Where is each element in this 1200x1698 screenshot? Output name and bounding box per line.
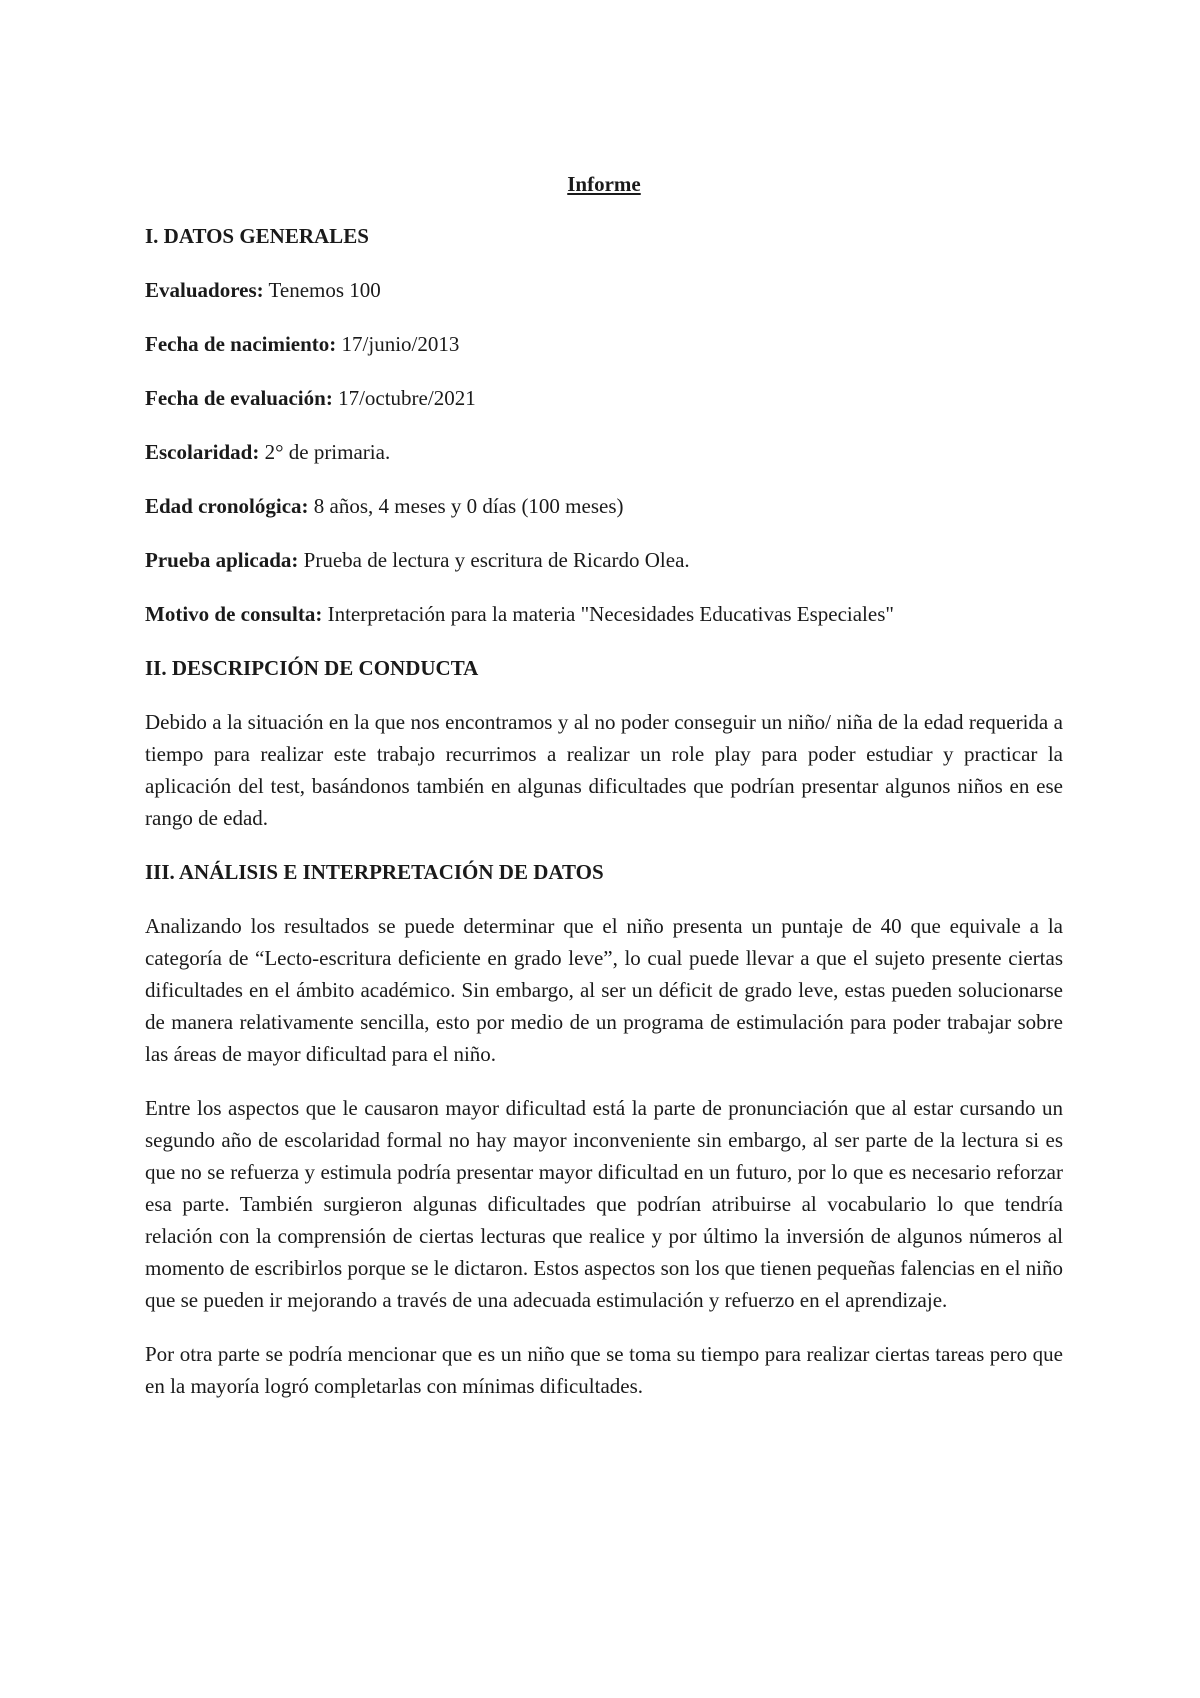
section-heading-analisis: III. ANÁLISIS E INTERPRETACIÓN DE DATOS [145, 860, 604, 884]
document-title: Informe [567, 172, 641, 196]
field-label: Prueba aplicada: [145, 548, 299, 572]
field-value: 2° de primaria. [264, 440, 391, 464]
field-value: Tenemos 100 [268, 278, 381, 302]
field-value: Prueba de lectura y escritura de Ricardo Olea. [303, 548, 690, 572]
field-label: Fecha de evaluación: [145, 386, 333, 410]
field-prueba-aplicada [145, 544, 1063, 576]
field-escolaridad [145, 436, 1063, 468]
paragraph-analisis-3: Por otra parte se podría mencionar que es un niño que se toma su tiempo para realizar ciertas tareas pero que en la mayoría logró completarlas con mínimas dificultades. [145, 1342, 1063, 1398]
field-label: Fecha de nacimiento: [145, 332, 337, 356]
section-heading-datos-generales: I. DATOS GENERALES [145, 224, 369, 248]
paragraph-descripcion: Debido a la situación en la que nos encontramos y al no poder conseguir un niño/ niña de la edad requerida a tiempo para realizar este trabajo recurrimos a realizar un role play para poder estudiar y practicar la aplicación del test, basándonos también en algunas dificultades que podrían presentar algunos niños en ese rango de edad. [145, 710, 1063, 830]
field-edad-cronologica [145, 490, 1063, 522]
field-value: 17/octubre/2021 [338, 386, 476, 410]
field-label: Escolaridad: [145, 440, 260, 464]
field-motivo-consulta [145, 598, 1063, 630]
field-label: Motivo de consulta: [145, 602, 323, 626]
field-label: Evaluadores: [145, 278, 264, 302]
field-evaluadores [145, 274, 1063, 306]
field-label: Edad cronológica: [145, 494, 309, 518]
paragraph-analisis-1: Analizando los resultados se puede determinar que el niño presenta un puntaje de 40 que equivale a la categoría de “Lecto-escritura deficiente en grado leve”, lo cual puede llevar a que el sujeto presente ciertas dificultades en el ámbito académico. Sin embargo, al ser un déficit de grado leve, estas pueden solucionarse de manera relativamente sencilla, esto por medio de un programa de estimulación para poder trabajar sobre las áreas de mayor dificultad para el niño. [145, 914, 1063, 1066]
section-heading-descripcion-conducta: II. DESCRIPCIÓN DE CONDUCTA [145, 656, 479, 680]
paragraph-analisis-2: Entre los aspectos que le causaron mayor dificultad está la parte de pronunciación que al estar cursando un segundo año de escolaridad formal no hay mayor inconveniente sin embargo, al ser parte de la lectura si es que no se refuerza y estimula podría presentar mayor dificultad en un futuro, por lo que es necesario reforzar esa parte. También surgieron algunas dificultades que podrían atribuirse al vocabulario lo que tendría relación con la comprensión de ciertas lecturas que realice y por último la inversión de algunos números al momento de escribirlos porque se le dictaron. Estos aspectos son los que tienen pequeñas falencias en el niño que se pueden ir mejorando a través de una adecuada estimulación y refuerzo en el aprendizaje. [145, 1096, 1063, 1312]
field-value: 8 años, 4 meses y 0 días (100 meses) [313, 494, 624, 518]
field-fecha-nacimiento [145, 328, 1063, 360]
field-fecha-evaluacion [145, 382, 1063, 414]
field-value: Interpretación para la materia "Necesidades Educativas Especiales" [327, 602, 894, 626]
document-page [145, 168, 1063, 1424]
field-value: 17/junio/2013 [341, 332, 460, 356]
